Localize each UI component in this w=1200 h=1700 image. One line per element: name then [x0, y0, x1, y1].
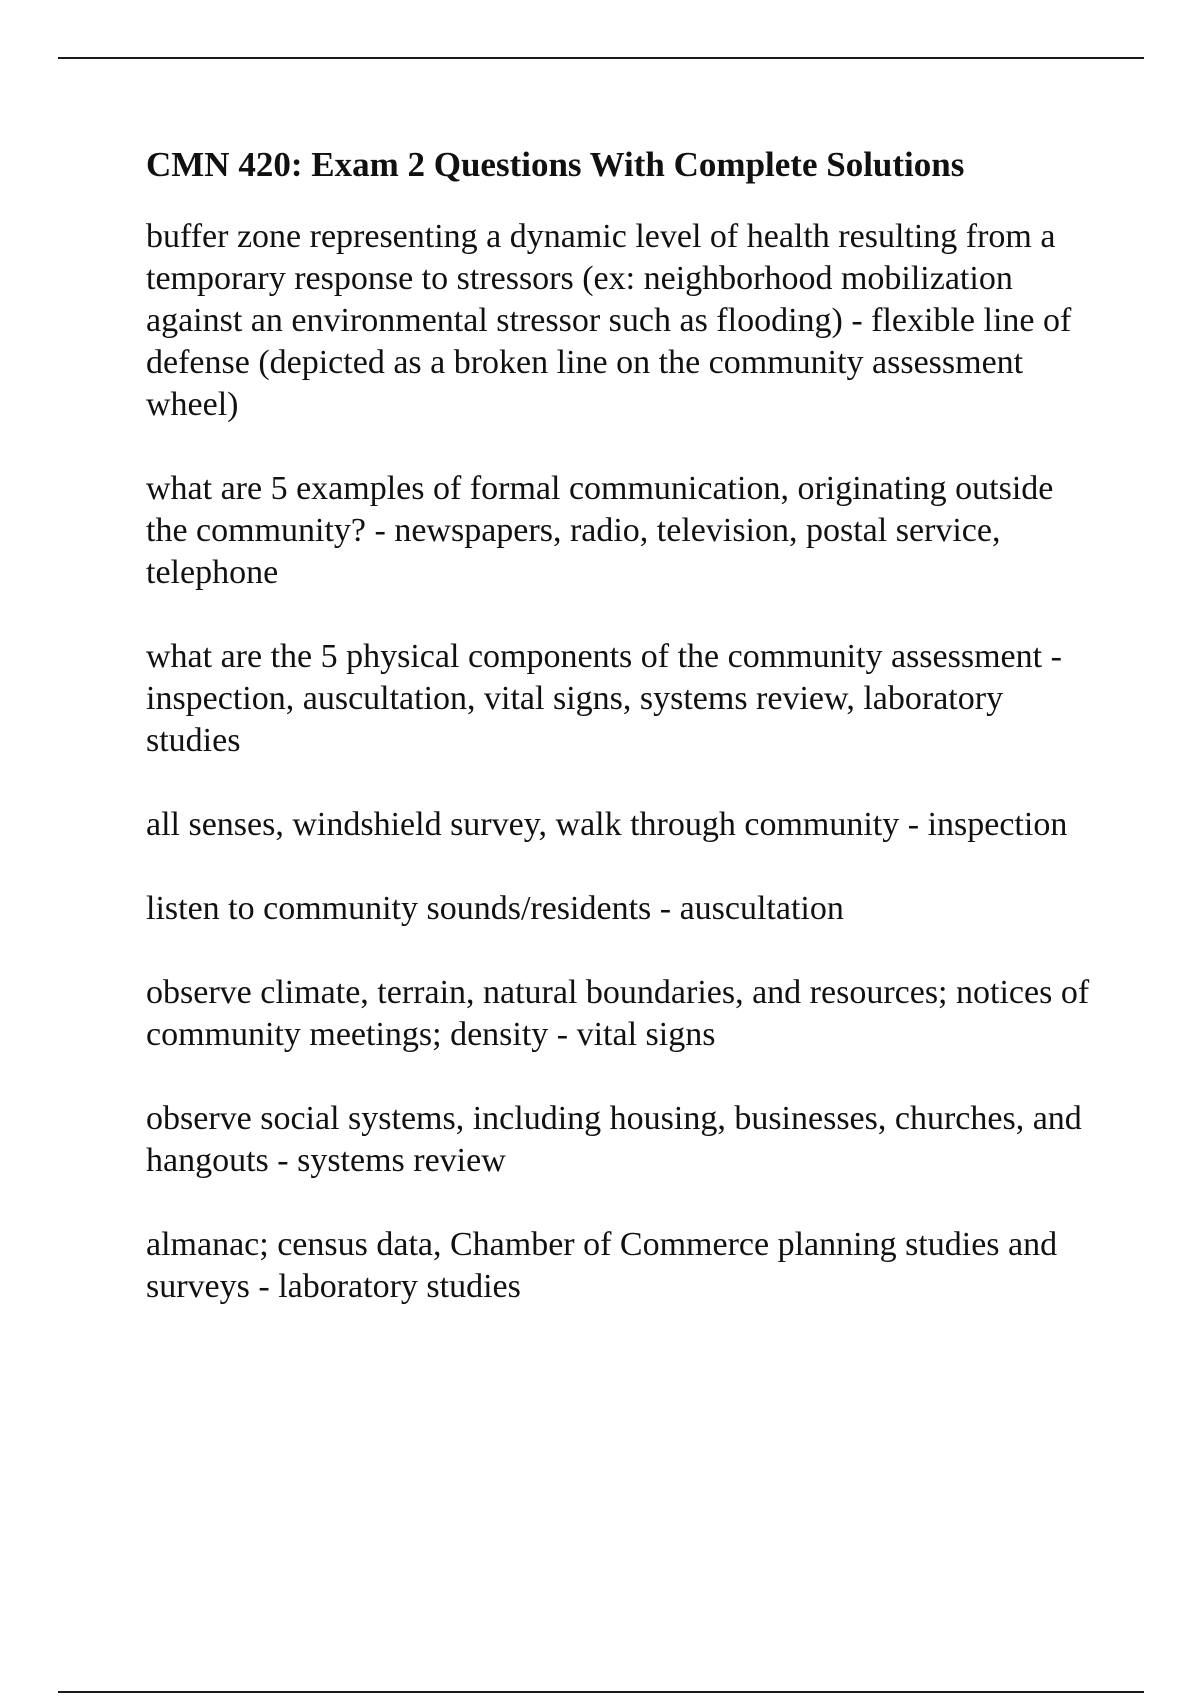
document-title: CMN 420: Exam 2 Questions With Complete Solutions [146, 145, 965, 184]
qa-entry: observe climate, terrain, natural boundaries, and resources; notices of community meetings; density - vital signs [146, 974, 1090, 1053]
qa-entry: what are 5 examples of formal communication, originating outside the community? - newspapers, radio, television, postal service, telephone [146, 470, 1054, 591]
top-rule [58, 57, 1144, 59]
qa-entry: almanac; census data, Chamber of Commerce planning studies and surveys - laboratory studies [146, 1226, 1058, 1305]
qa-entry: buffer zone representing a dynamic level of health resulting from a temporary response to stressors (ex: neighborhood mobilization against an environmental stressor such as flooding) - flexible line of defense (depicted as a broken line on the community assessment wheel) [146, 218, 1072, 423]
qa-entry: all senses, windshield survey, walk through community - inspection [146, 806, 1068, 843]
document-page [146, 144, 1096, 1350]
bottom-rule [58, 1691, 1144, 1693]
qa-list [146, 216, 1096, 1308]
qa-entry: observe social systems, including housing, businesses, churches, and hangouts - systems review [146, 1100, 1082, 1179]
qa-entry: listen to community sounds/residents - auscultation [146, 890, 844, 927]
qa-entry: what are the 5 physical components of the community assessment - inspection, auscultation, vital signs, systems review, laboratory studies [146, 638, 1062, 759]
